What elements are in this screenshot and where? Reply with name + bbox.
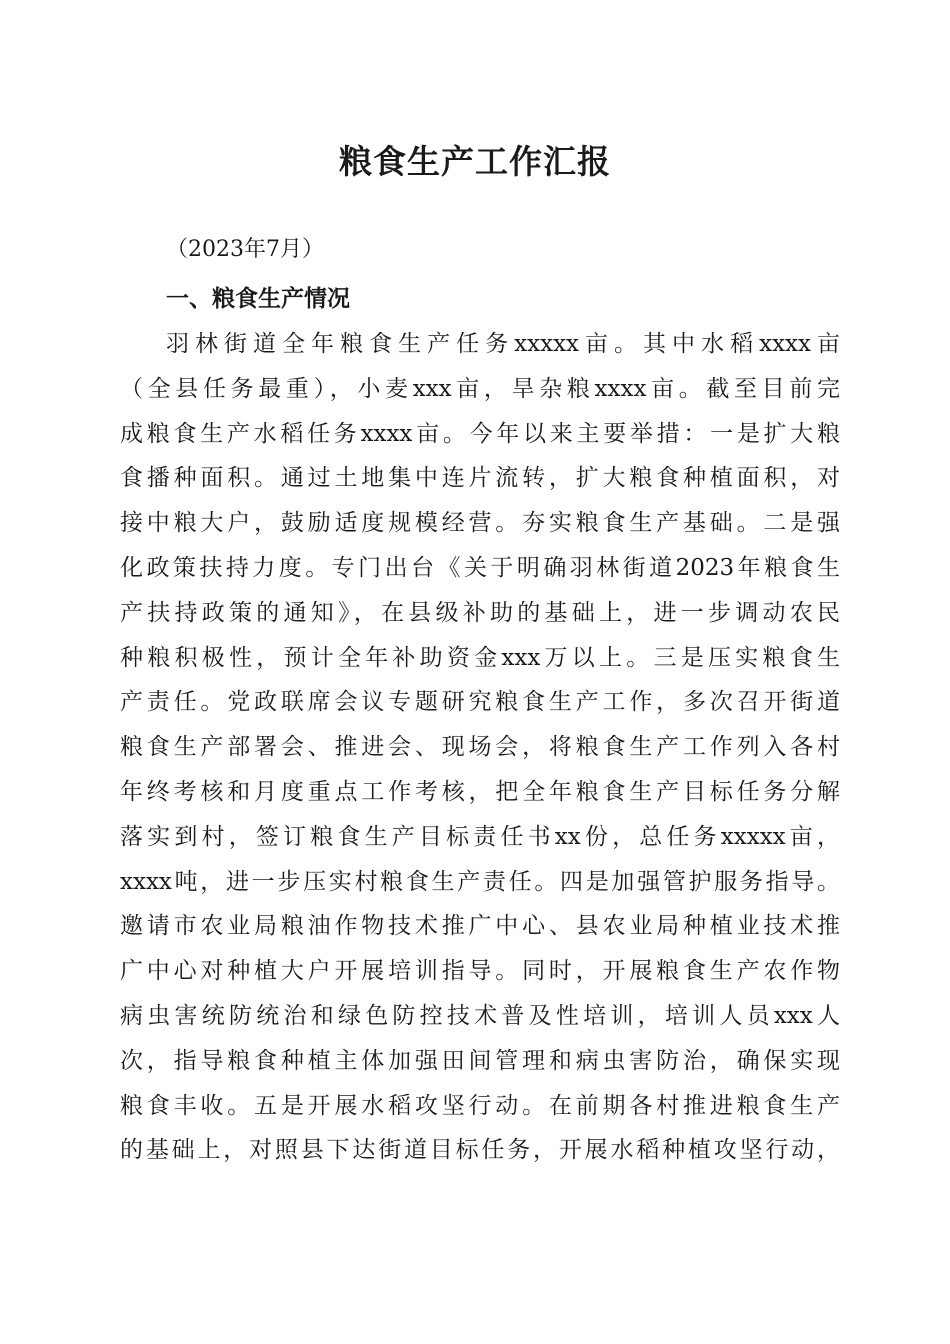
body-line: 次，指导粮食种植主体加强田间管理和病虫害防治，确保实现 bbox=[120, 1047, 840, 1074]
body-line: 化政策扶持力度。专门出台《关于明确羽林街道2023年粮食生 bbox=[120, 554, 840, 581]
body-paragraph bbox=[120, 322, 840, 1173]
body-line: 食播种面积。通过土地集中连片流转，扩大粮食种植面积，对 bbox=[120, 465, 840, 492]
body-line: 粮食生产部署会、推进会、现场会，将粮食生产工作列入各村 bbox=[120, 734, 840, 761]
body-line: （全县任务最重），小麦xxx亩，旱杂粮xxxx亩。截至目前完 bbox=[120, 375, 840, 402]
body-line: 产责任。党政联席会议专题研究粮食生产工作，多次召开街道 bbox=[120, 689, 840, 716]
body-line: 年终考核和月度重点工作考核，把全年粮食生产目标任务分解 bbox=[120, 778, 840, 805]
section-heading: 一、粮食生产情况 bbox=[166, 286, 350, 312]
document-title: 粮食生产工作汇报 bbox=[339, 142, 611, 181]
body-line: 的基础上，对照县下达街道目标任务，开展水稻种植攻坚行动， bbox=[120, 1137, 840, 1164]
body-line: 成粮食生产水稻任务xxxx亩。今年以来主要举措：一是扩大粮 bbox=[120, 420, 840, 447]
body-line: 羽林街道全年粮食生产任务xxxxx亩。其中水稻xxxx亩 bbox=[166, 331, 840, 357]
body-line: xxxx吨，进一步压实村粮食生产责任。四是加强管护服务指导。 bbox=[120, 868, 840, 895]
body-line: 病虫害统防统治和绿色防控技术普及性培训，培训人员xxx人 bbox=[120, 1002, 840, 1029]
body-line: 粮食丰收。五是开展水稻攻坚行动。在前期各村推进粮食生产 bbox=[120, 1092, 840, 1119]
body-line: 落实到村，签订粮食生产目标责任书xx份，总任务xxxxx亩， bbox=[120, 823, 840, 850]
body-line: 接中粮大户，鼓励适度规模经营。夯实粮食生产基础。二是强 bbox=[120, 510, 840, 537]
document-date: （2023年7月） bbox=[166, 237, 324, 262]
body-line: 邀请市农业局粮油作物技术推广中心、县农业局种植业技术推 bbox=[120, 913, 840, 940]
body-line: 种粮积极性，预计全年补助资金xxx万以上。三是压实粮食生 bbox=[120, 644, 840, 671]
body-line: 产扶持政策的通知》，在县级补助的基础上，进一步调动农民 bbox=[120, 599, 840, 626]
body-line: 广中心对种植大户开展培训指导。同时，开展粮食生产农作物 bbox=[120, 958, 840, 985]
